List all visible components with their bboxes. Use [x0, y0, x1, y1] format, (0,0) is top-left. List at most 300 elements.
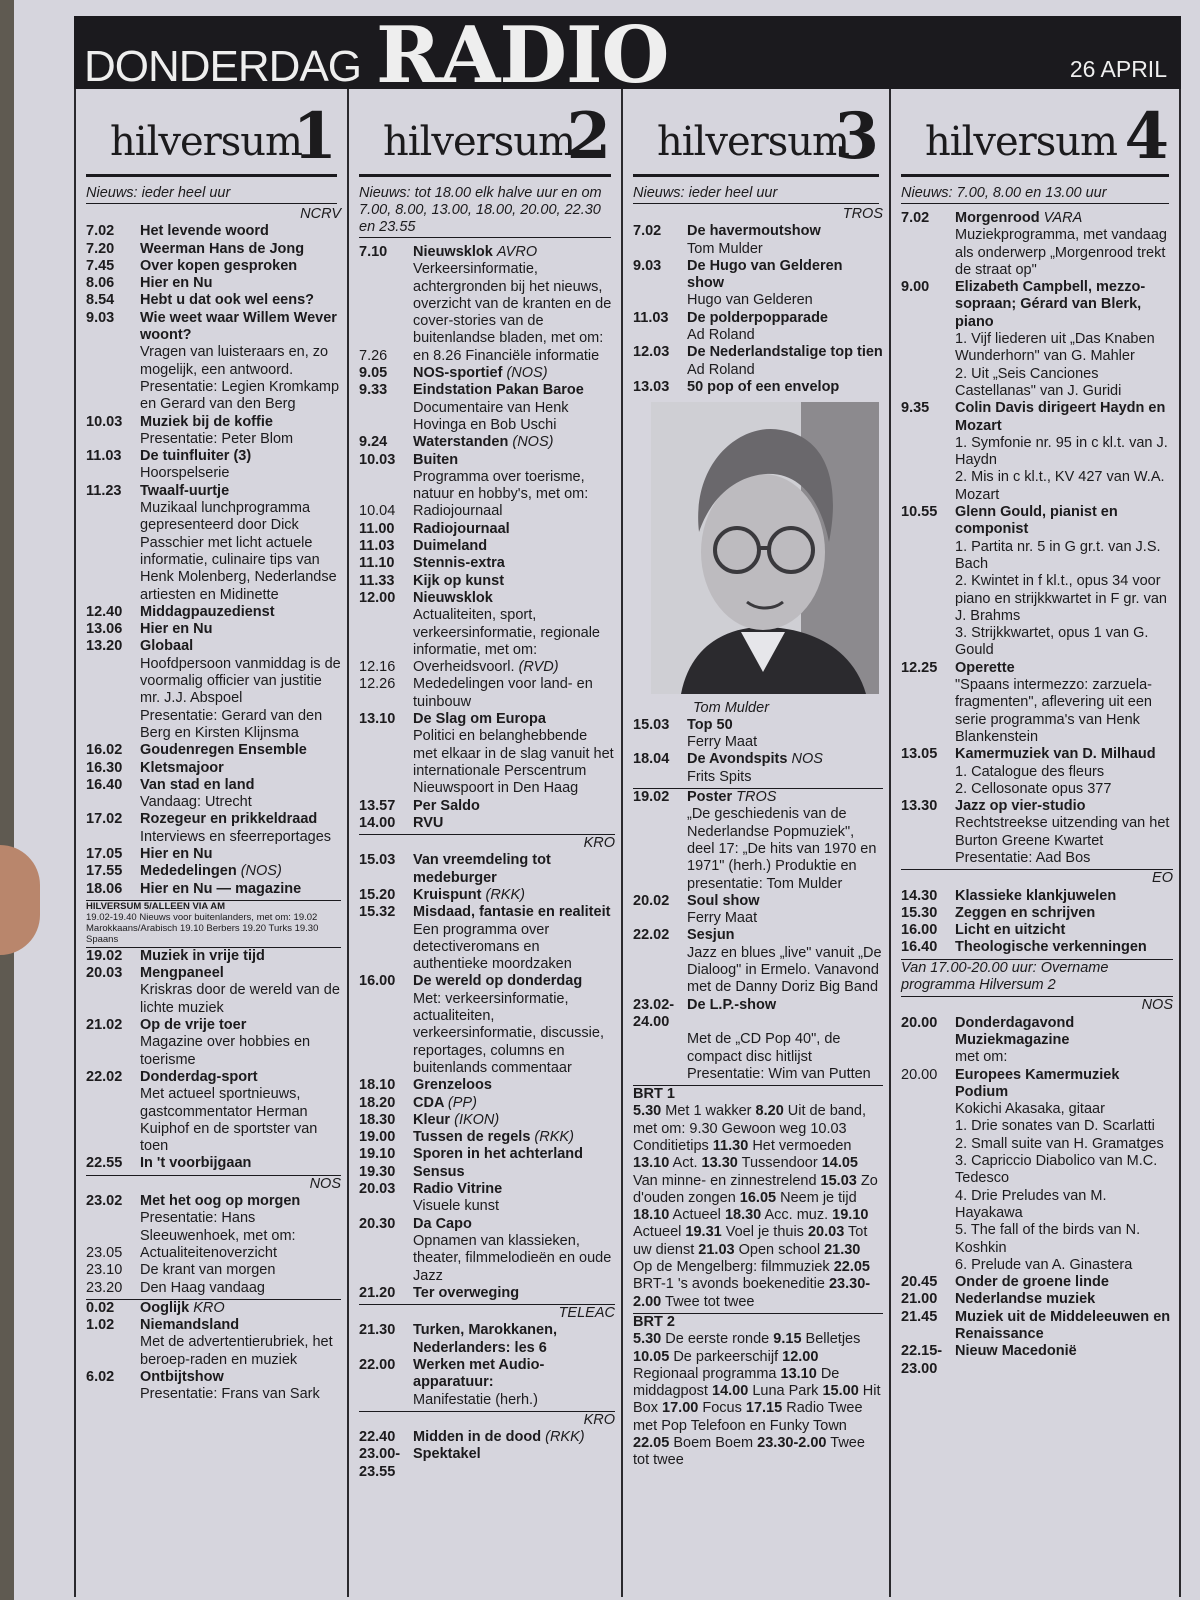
program-item	[901, 1291, 1173, 1308]
program-title	[413, 573, 615, 590]
brt-time: 19.10	[832, 1207, 869, 1224]
program-row	[901, 210, 1173, 227]
program-time: 6.02	[86, 1369, 115, 1385]
sub-text: Den Haag vandaag	[140, 1279, 265, 1296]
program-title-text: Kamermuziek van D. Milhaud	[955, 746, 1156, 763]
program-description: Hoofdpersoon vanmiddag is de voormalig officier van justitie mr. J.J. Abspoel	[140, 655, 341, 707]
program-item	[633, 997, 883, 1083]
program-title	[140, 1300, 341, 1317]
program-item	[86, 742, 341, 759]
program-text-value: Radiojournaal	[413, 503, 503, 520]
program-description: Kriskras door de wereld van de lichte muziek	[140, 982, 340, 1016]
program-row	[359, 815, 615, 832]
program-item	[86, 241, 341, 258]
program-item	[359, 798, 615, 815]
program-item	[86, 1317, 341, 1369]
program-item	[86, 258, 341, 275]
program-item	[359, 904, 615, 973]
brt-program: Uit de band, met om: 9.30 Gewoon weg 10.03 Conditietips	[633, 1103, 866, 1154]
brt-time: 17.15	[745, 1400, 783, 1417]
program-description: 2. Cellosonate opus 377	[955, 780, 1112, 797]
program-row	[359, 1322, 615, 1357]
brt-time: 17.00	[662, 1400, 699, 1417]
program-row	[901, 504, 1173, 539]
header-date: 26 APRIL	[1069, 56, 1167, 82]
program-description: Frits Spits	[687, 768, 752, 785]
program-time: 20.30	[359, 1215, 396, 1232]
program-title	[687, 344, 883, 361]
podium-line: 1. Drie sonates van D. Scarlatti	[955, 1118, 1155, 1135]
program-row	[633, 789, 883, 806]
program-row	[633, 997, 883, 1032]
program-title-text: Werken met Audio-apparatuur:	[413, 1357, 545, 1391]
program-title-text: Operette	[955, 659, 1015, 676]
program-row	[633, 310, 883, 327]
program-broadcaster: (IKON)	[454, 1111, 500, 1128]
brt-program: Acc. muz.	[764, 1207, 829, 1224]
program-time: 17.55	[86, 863, 123, 880]
program-item	[633, 258, 883, 310]
program-row	[86, 414, 341, 431]
station-name: hilversum	[657, 119, 849, 165]
program-time: 17.05	[86, 845, 123, 862]
program-row	[633, 927, 883, 944]
program-row	[359, 1216, 615, 1233]
program-row	[359, 973, 615, 990]
brt-program: Focus	[702, 1400, 742, 1417]
program-time: 16.40	[86, 776, 123, 793]
program-item	[359, 1129, 615, 1146]
program-description: Opnamen van klassieken, theater, filmmelodieën en oude Jazz	[413, 1232, 612, 1284]
program-row	[633, 893, 883, 910]
program-time: 21.30	[359, 1322, 396, 1339]
program-title-text: Van stad en land	[140, 776, 255, 793]
column-hilversum-3	[621, 89, 889, 1597]
program-title-text: Niemandsland	[140, 1317, 240, 1334]
program-item	[901, 939, 1173, 956]
program-title	[413, 1429, 615, 1446]
program-title	[687, 223, 883, 240]
program-item	[359, 659, 615, 676]
program-title-text: Poster	[687, 789, 733, 806]
program-item	[901, 922, 1173, 939]
program-title	[413, 904, 615, 921]
brt-program: Open school	[738, 1241, 821, 1258]
program-title-text: Kleur	[413, 1111, 451, 1128]
brt-program: Actueel	[633, 1224, 682, 1241]
program-title-text: Hier en Nu	[140, 845, 213, 862]
program-item	[359, 676, 615, 711]
program-title-text: Het levende woord	[140, 223, 269, 240]
program-description: met om:	[955, 1049, 1008, 1066]
program-item	[86, 292, 341, 309]
program-description: Muzikaal lunchprogramma gepresenteerd door Dick Passchier met licht actuele informatie, culinaire tips van Henk Molenberg, Nederlandse artiesten en Midinette	[140, 500, 337, 603]
news-schedule: Nieuws: ieder heel uur	[86, 185, 337, 204]
program-item	[86, 811, 341, 846]
brt-time: 21.30	[824, 1241, 861, 1258]
sub-item	[86, 1245, 341, 1262]
program-row	[359, 711, 615, 728]
program-item	[359, 382, 615, 434]
program-broadcaster: (NOS)	[512, 434, 554, 451]
program-row	[901, 1343, 1173, 1378]
program-title-text: De Avondspits	[687, 751, 788, 768]
program-broadcaster: AVRO	[496, 244, 538, 260]
program-title-text: Jazz op vier-studio	[955, 798, 1086, 815]
station-number: 4	[1124, 99, 1169, 174]
program-description: 2. Mis in c kl.t., KV 427 van W.A. Mozart	[955, 469, 1165, 503]
program-item	[359, 1322, 615, 1357]
program-time: 17.02	[86, 811, 123, 828]
program-text	[413, 659, 615, 676]
program-description: 1. Catalogue des fleurs	[955, 763, 1105, 780]
program-row	[86, 811, 341, 828]
program-row	[86, 1155, 341, 1172]
program-title-text: Nieuw Macedonië	[955, 1343, 1077, 1360]
program-title-text: Radiojournaal	[413, 520, 510, 537]
program-description: Met de „CD Pop 40", de compact disc hitlijst Presentatie: Wim van Putten	[687, 1031, 871, 1082]
brt-program: Van minne- en zinnestrelend	[633, 1172, 817, 1189]
program-title	[140, 1069, 341, 1086]
program-title	[140, 1193, 341, 1210]
station-heading	[86, 89, 337, 177]
brt-time: 21.03	[698, 1241, 735, 1258]
program-row	[633, 258, 883, 293]
program-title-text: Muziek in vrije tijd	[140, 947, 265, 964]
program-time: 21.02	[86, 1017, 123, 1034]
program-description: Presentatie: Peter Blom	[140, 430, 294, 447]
program-time: 19.02	[86, 947, 123, 964]
program-item	[86, 948, 341, 965]
program-title-text: Turken, Marokkanen, Nederlanders: les 6	[413, 1322, 557, 1356]
brt-program: Het vermoeden	[752, 1137, 852, 1154]
program-row	[901, 888, 1173, 905]
program-row	[359, 573, 615, 590]
program-item	[86, 1193, 341, 1245]
program-title-text: Nieuwsklok	[413, 589, 493, 606]
program-title	[140, 811, 341, 828]
program-time: 9.03	[633, 257, 662, 274]
brt-time: 15.03	[820, 1172, 857, 1189]
program-list	[349, 238, 621, 1481]
program-title	[413, 1216, 615, 1233]
program-time: 23.02	[86, 1193, 123, 1210]
program-row	[359, 555, 615, 572]
program-time: 20.45	[901, 1274, 938, 1291]
program-row	[901, 1015, 1173, 1050]
program-description: 1. Partita nr. 5 in G gr.t. van J.S. Bach	[955, 538, 1161, 572]
program-time: 7.02	[633, 223, 662, 240]
program-row	[359, 904, 615, 921]
program-title	[413, 1322, 615, 1357]
program-title-text: Weerman Hans de Jong	[140, 240, 305, 257]
program-row	[86, 292, 341, 309]
program-time: 9.33	[359, 382, 388, 399]
program-title-text: Muziek bij de koffie	[140, 413, 273, 430]
program-row	[901, 746, 1173, 763]
program-row	[359, 503, 615, 520]
program-time: 18.20	[359, 1094, 396, 1111]
program-time: 14.30	[901, 887, 938, 904]
program-item	[901, 400, 1173, 504]
program-description: 2. Kwintet in f kl.t., opus 34 voor piano en strijkkwartet in F gr. van J. Brahms	[955, 573, 1167, 624]
program-row	[633, 344, 883, 361]
program-title-text: Glenn Gould, pianist en componist	[955, 504, 1118, 538]
program-title	[955, 660, 1173, 677]
broadcaster-label: NOS	[901, 996, 1173, 1014]
program-broadcaster: (RKK)	[485, 886, 525, 903]
brt-program: Op de Mengelberg: filmmuziek	[633, 1259, 830, 1276]
brt-program: De parkeerschijf	[673, 1348, 779, 1365]
program-title	[413, 1357, 615, 1392]
program-time: 12.40	[86, 603, 123, 620]
program-time: 22.00	[359, 1357, 396, 1373]
program-title-text: Soul show	[687, 892, 760, 909]
podium-line: Kokichi Akasaka, gitaar	[955, 1101, 1105, 1118]
program-time: 11.33	[359, 572, 395, 589]
broadcaster-label: TELEAC	[359, 1304, 615, 1322]
program-title-text: Klassieke klankjuwelen	[955, 887, 1117, 904]
broadcaster-label: KRO	[359, 1411, 615, 1429]
program-row	[86, 1317, 341, 1334]
program-title	[140, 448, 341, 465]
program-time: 15.20	[359, 886, 396, 903]
program-title-text: Midden in de dood	[413, 1429, 542, 1446]
program-item	[359, 815, 615, 832]
program-title	[413, 1446, 615, 1481]
sub-time: 23.20	[86, 1279, 123, 1296]
broadcaster-label: NCRV	[300, 206, 341, 222]
program-title-text: Ooglijk	[140, 1299, 190, 1316]
program-description: Tom Mulder	[687, 240, 763, 257]
broadcaster-label: KRO	[359, 834, 615, 852]
program-item	[359, 887, 615, 904]
program-title-text: Goudenregen Ensemble	[140, 742, 307, 759]
program-broadcaster: (RVD)	[518, 659, 559, 676]
program-time: 16.00	[359, 973, 396, 990]
presenter-photo	[651, 402, 879, 694]
program-time: 12.03	[633, 344, 670, 361]
program-time: 11.00	[359, 520, 395, 537]
program-title-text: Hier en Nu — magazine	[140, 880, 302, 897]
program-title-text: Mengpaneel	[140, 965, 224, 982]
program-row	[901, 660, 1173, 677]
program-title-text: Colin Davis dirigeert Haydn en Mozart	[955, 400, 1166, 434]
program-time: 9.03	[86, 309, 115, 326]
program-title	[140, 1155, 341, 1172]
program-description: Vragen van luisteraars en, zo mogelijk, een antwoord. Presentatie: Legien Kromkamp en Gerard van den Berg	[140, 344, 340, 413]
program-text	[413, 348, 615, 365]
brt-time: 22.05	[833, 1259, 870, 1276]
podium-line: 2. Small suite van H. Gramatges	[955, 1135, 1164, 1152]
program-title	[687, 717, 883, 734]
program-title-text: Kletsmajoor	[140, 759, 224, 776]
program-item	[901, 1067, 1173, 1102]
brt-time: 15.00	[822, 1383, 859, 1400]
program-time: 22.02	[86, 1068, 123, 1085]
program-title-text: Rozegeur en prikkeldraad	[140, 811, 318, 828]
program-row	[86, 638, 341, 655]
program-description: 1. Symfonie nr. 95 in c kl.t. van J. Haydn	[955, 434, 1168, 469]
program-title-text: Donderdagavond Muziekmagazine	[955, 1014, 1075, 1048]
program-title-text: Elizabeth Campbell, mezzo-sopraan; Gérard van Blerk, piano	[955, 279, 1146, 330]
podium-line: 5. The fall of the birds van N. Koshkin	[955, 1222, 1141, 1256]
program-time: 12.00	[359, 589, 396, 606]
program-time: 13.20	[86, 638, 123, 655]
program-description: Magazine over hobbies en toerisme	[140, 1034, 311, 1068]
program-title-text: Buiten	[413, 451, 459, 468]
program-row	[359, 852, 615, 887]
program-title	[955, 1291, 1173, 1308]
program-title	[687, 379, 883, 396]
program-title-text: Spektakel	[413, 1446, 481, 1463]
program-time: 11.03	[359, 538, 395, 555]
program-item	[86, 1369, 341, 1404]
program-time: 23.00-23.55	[359, 1446, 401, 1480]
newspaper-page	[14, 0, 1200, 1600]
program-item	[633, 751, 883, 786]
program-time: 9.05	[359, 365, 388, 382]
program-text	[413, 676, 615, 711]
program-item	[86, 621, 341, 638]
program-item	[633, 223, 883, 258]
broadcaster-label: NOS	[86, 1175, 341, 1193]
program-item	[359, 555, 615, 572]
program-item	[86, 275, 341, 292]
program-row	[901, 1291, 1173, 1308]
brt-program: Zo d'ouden zongen	[633, 1172, 878, 1206]
brt-program: Tussendoor	[741, 1155, 818, 1172]
program-row	[86, 448, 341, 465]
brt-time: 14.00	[712, 1383, 749, 1400]
program-row	[86, 621, 341, 638]
program-title-text: Nieuwsklok	[413, 244, 493, 260]
program-broadcaster: (RKK)	[545, 1429, 585, 1446]
program-title-text: Op de vrije toer	[140, 1017, 247, 1034]
program-description: Verkeersinformatie, achtergronden bij het nieuws, overzicht van de kranten en de cover-stories van de buitenlandse bladen, met om:	[413, 261, 612, 347]
program-time: 15.30	[901, 904, 938, 921]
program-row	[901, 1309, 1173, 1344]
program-title	[955, 1015, 1173, 1050]
broadcaster-label: EO	[901, 869, 1173, 887]
program-row	[86, 310, 341, 345]
program-time: 10.55	[901, 504, 938, 521]
program-title-text: Morgenrood	[955, 210, 1040, 226]
program-item	[359, 1112, 615, 1129]
brt1-title: BRT 1	[633, 1086, 675, 1103]
program-time: 18.30	[359, 1111, 396, 1128]
program-title	[955, 888, 1173, 905]
brt-program: Act.	[672, 1155, 698, 1172]
program-title	[413, 711, 615, 728]
program-item	[633, 344, 883, 379]
program-item	[86, 1155, 341, 1172]
program-row	[359, 1077, 615, 1094]
program-title-text: De Slag om Europa	[413, 711, 546, 728]
program-time: 11.03	[633, 309, 669, 326]
program-broadcaster: TROS	[736, 789, 777, 806]
program-time: 14.00	[359, 814, 396, 831]
program-title-text: Theologische verkenningen	[955, 939, 1147, 956]
program-row	[359, 1164, 615, 1181]
program-description: Met de advertentierubriek, het beroep-raden en muziek	[140, 1334, 333, 1368]
column-hilversum-2	[347, 89, 621, 1597]
brt-program: Voel je thuis	[725, 1224, 804, 1241]
program-title	[687, 789, 883, 806]
program-time: 16.02	[86, 742, 123, 759]
program-item	[86, 414, 341, 449]
program-list	[76, 204, 347, 1404]
program-title	[413, 382, 615, 399]
program-title-text: Radio Vitrine	[413, 1181, 503, 1198]
program-title	[955, 400, 1173, 435]
program-title-text: Tussen de regels	[413, 1129, 531, 1146]
brt-time: 13.30	[701, 1155, 738, 1172]
program-title	[413, 1285, 615, 1302]
program-title-text: Misdaad, fantasie en realiteit	[413, 904, 611, 921]
am-note-title: HILVERSUM 5/ALLEEN VIA AM	[86, 900, 225, 912]
program-row	[359, 348, 615, 365]
program-row	[359, 590, 615, 607]
program-time: 16.30	[86, 759, 123, 776]
program-title-text: De wereld op donderdag	[413, 973, 583, 990]
program-title	[413, 973, 615, 990]
program-item	[359, 1216, 615, 1285]
podium-line: 3. Capriccio Diabolico van M.C. Tedesco	[955, 1153, 1158, 1187]
program-row	[901, 400, 1173, 435]
program-description: 1. Vijf liederen uit „Das Knaben Wunderhorn" van G. Mahler	[955, 331, 1155, 365]
program-description: Presentatie: Frans van Sark	[140, 1386, 320, 1403]
program-title	[413, 452, 615, 469]
program-row	[86, 1300, 341, 1317]
program-title	[687, 310, 883, 327]
brt-time: 11.30	[712, 1137, 749, 1154]
program-title	[413, 521, 615, 538]
program-row	[359, 1446, 615, 1481]
brt-program: De eerste ronde	[665, 1331, 770, 1348]
program-time: 12.25	[901, 659, 938, 676]
program-broadcaster: VARA	[1043, 210, 1083, 226]
brt-program: Twee tot twee	[633, 1435, 865, 1469]
program-description: Vandaag: Utrecht	[140, 794, 252, 811]
program-title	[687, 893, 883, 910]
program-item	[86, 965, 341, 1017]
program-row	[901, 905, 1173, 922]
program-title	[687, 751, 883, 768]
program-title-text: Globaal	[140, 638, 194, 655]
brt2-title: BRT 2	[633, 1313, 675, 1330]
station-heading	[359, 89, 611, 177]
station-number: 2	[566, 99, 611, 174]
program-row	[359, 538, 615, 555]
am-note: 19.02-19.40 Nieuws voor buitenlanders, met om: 19.02 Marokkaans/Arabisch 19.10 Berbers 19.20 Turks 19.30 Spaans	[86, 911, 319, 945]
brt-time: 19.31	[685, 1224, 722, 1241]
program-item	[86, 863, 341, 880]
program-row	[86, 483, 341, 500]
program-description: "Spaans intermezzo: zarzuela-fragmenten", aflevering uit een serie programma's van Henk Blankenstein	[955, 677, 1152, 745]
program-title	[413, 815, 615, 832]
program-item	[633, 893, 883, 928]
program-description: Ferry Maat	[687, 910, 758, 927]
program-item	[359, 452, 615, 504]
program-title	[140, 223, 341, 240]
program-row	[359, 676, 615, 711]
program-broadcaster: KRO	[193, 1299, 225, 1316]
program-title	[955, 1343, 1173, 1378]
program-time: 9.00	[901, 279, 930, 296]
program-row	[86, 760, 341, 777]
brt-time: 20.03	[807, 1224, 845, 1241]
